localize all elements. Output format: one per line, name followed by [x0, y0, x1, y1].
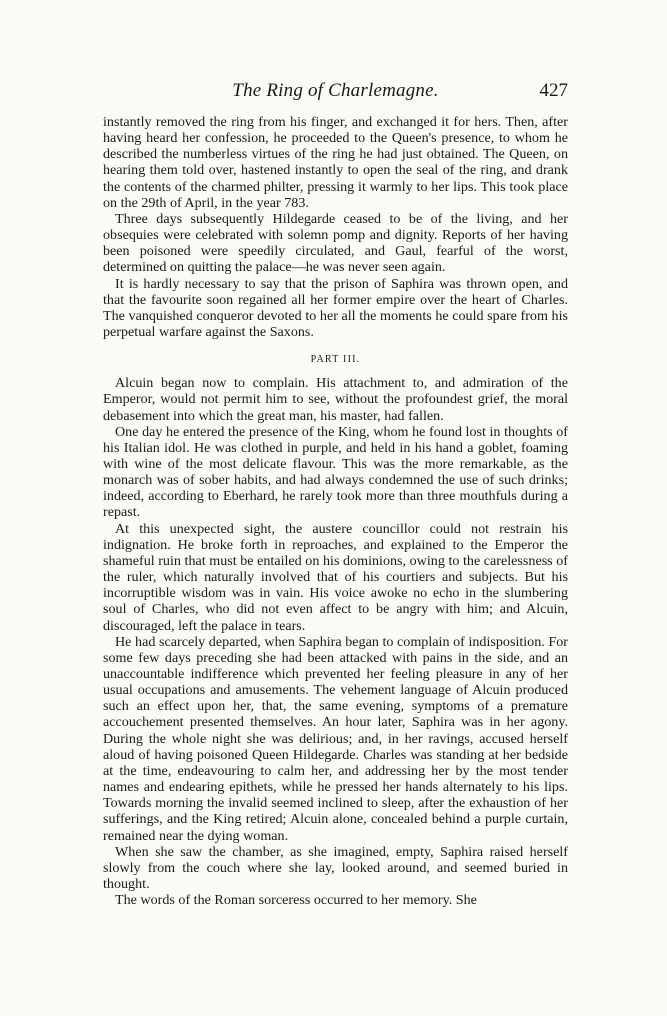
body-text — [103, 114, 568, 908]
paragraph: The words of the Roman sorceress occurred to her memory. She — [115, 892, 477, 909]
paragraph: He had scarcely departed, when Saphira began to complain of indisposition. For some few days preceding she had been attacked with pains in the side, and an unaccountable indifference which prevented her feeling pleasure in any of her usual occupations and amusements. The vehement language of Alcuin produced such an effect upon her, that, the same evening, symptoms of a premature accouchement presented themselves. An hour later, Saphira was in her agony. During the whole night she was delirious; and, in her ravings, accused herself aloud of having poisoned Queen Hildegarde. Charles was standing at her bedside at the time, endeavouring to calm her, and addressing her by the most tender names and endearing epithets, while he pressed her hands alternately to his lips. Towards morning the invalid seemed inclined to sleep, after the exhaustion of her sufferings, and the King retired; Alcuin alone, concealed behind a purple curtain, remained near the dying woman. — [103, 633, 568, 844]
part-heading: PART III. — [310, 354, 361, 366]
page-header — [103, 80, 568, 108]
paragraph: Alcuin began now to complain. His attachment to, and admiration of the Emperor, would not permit him to see, without the profoundest grief, the moral debasement into which the great man, his master, had fallen. — [103, 375, 568, 424]
paragraph: One day he entered the presence of the King, whom he found lost in thoughts of his Italian idol. He was clothed in purple, and held in his hand a goblet, foaming with wine of the most delicate flavour. This was the more remarkable, as the monarch was of sober habits, and had always condemned the use of such drinks; indeed, according to Eberhard, he rarely took more than three mouthfuls during a repast. — [103, 423, 568, 521]
page-number: 427 — [539, 80, 568, 101]
book-page — [103, 80, 568, 908]
paragraph: It is hardly necessary to say that the prison of Saphira was thrown open, and that the favourite soon regained all her former empire over the heart of Charles. The vanquished conqueror devoted to her all the moments he could spare from his perpetual warfare against the Saxons. — [103, 275, 568, 341]
paragraph: instantly removed the ring from his finger, and exchanged it for hers. Then, after having heard her confession, he proceeded to the Queen's presence, to whom he described the numberless virtues of the ring he had just obtained. The Queen, on hearing them told over, hastened instantly to open the seal of the ring, and drank the contents of the charmed philter, pressing it warmly to her lips. This took place on the 29th of April, in the year 783. — [103, 114, 568, 211]
paragraph: At this unexpected sight, the austere councillor could not restrain his indignation. He broke forth in reproaches, and explained to the Emperor the shameful ruin that must be entailed on his dominions, owing to the carelessness of the ruler, which naturally involved that of his courtiers and subjects. But his incorruptible wisdom was in vain. His voice awoke no echo in the slumbering soul of Charles, who did not even affect to be angry with him; and Alcuin, discouraged, left the palace in tears. — [103, 520, 568, 634]
paragraph: Three days subsequently Hildegarde ceased to be of the living, and her obsequies were celebrated with solemn pomp and dignity. Reports of her having been poisoned were speedily circulated, and Gaul, fearful of the worst, determined on quitting the palace—he was never seen again. — [103, 210, 568, 276]
paragraph: When she saw the chamber, as she imagined, empty, Saphira raised herself slowly from the couch where she lay, looked around, and seemed buried in thought. — [103, 843, 568, 893]
running-title: The Ring of Charlemagne. — [232, 80, 439, 101]
